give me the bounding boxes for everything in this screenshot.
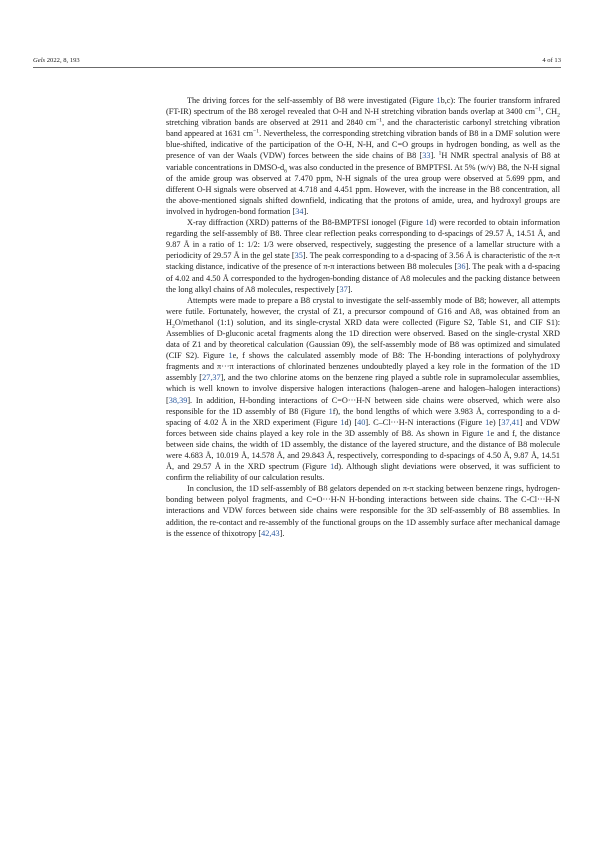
citation-link[interactable]: 42,43 xyxy=(261,528,280,538)
text-run: b,c): The fourier transform infrared (FT-IR) spectrum of the B8 xerogel revealed that O-H and N-H stretching vibration bands overlap at 3400 cm xyxy=(166,96,560,117)
text-run: ]. xyxy=(347,284,353,294)
body-paragraph xyxy=(166,95,560,217)
subscript: 6 xyxy=(284,168,287,175)
text-run: ]. C–Cl···H-N interactions (Figure xyxy=(365,417,486,427)
body-paragraph xyxy=(166,483,560,538)
text-run: stretching vibration bands are observed at 2911 and 2840 cm xyxy=(166,118,377,128)
text-run: X-ray diffraction (XRD) patterns of the B8-BMPTFSI ionogel (Figure xyxy=(187,218,426,228)
text-run: ]. The peak corresponding to a d-spacing of 3.56 Å is characteristic of the π-π stacking distance, indicative of the presence of π-π interactions between B8 molecules [ xyxy=(166,251,560,272)
citation-link[interactable]: 36 xyxy=(457,262,466,272)
text-run: ] and VDW forces between side chains played a key role in the 3D assembly of B8. As shown in Figure xyxy=(166,417,560,438)
subscript: 2 xyxy=(557,112,560,119)
citation-link[interactable]: 37,41 xyxy=(501,417,520,427)
running-header xyxy=(33,56,561,66)
text-run: . Nevertheless, the corresponding stretching vibration bands of B8 in a DMF solution were blue-shifted, indicative of the participation of the O-H, N-H, and C=O groups in hydrogen bonding, as well as the presence of van der Waals (VDW) forces between the side chains of B8 [ xyxy=(166,129,560,161)
header-divider xyxy=(33,67,561,68)
text-run: The driving forces for the self-assembly of B8 were investigated (Figure xyxy=(187,96,437,105)
citation-link[interactable]: 1 xyxy=(485,417,490,427)
superscript: −1 xyxy=(376,117,383,124)
text-run: e and f, the distance between side chains, the width of 1D assembly, the distance of the layered structure, and the distance of B8 molecule were 4.683 Å, 10.019 Å, 14.578 Å, and 29.843 Å, respectively, corresponding to d-spacings of 4.50 Å, 9.87 Å, 14.51 Å, and 29.57 Å in the XRD spectrum (Figure xyxy=(166,428,560,472)
text-run: was also conducted in the presence of BMPTFSI. At 5% (w/v) B8, the N-H signal of the amide group was observed at 7.470 ppm, N-H signals of the urea group were observed at 5.699 ppm, and different O-H signals were observed at 4.718 and 4.451 ppm. However, with the increase in the B8 concentration, all the above-mentioned signals shifted downfield, indicating that the protons of amide, urea, and hydroxyl groups are involved in hydrogen-bond formation [ xyxy=(166,162,560,216)
citation-link[interactable]: 1 xyxy=(228,351,233,361)
body-paragraph xyxy=(166,217,560,295)
journal-year-volume: 2022, 8, 193 xyxy=(46,57,80,64)
citation-link[interactable]: 35 xyxy=(294,251,303,261)
text-run: ]. In addition, H-bonding interactions of C=O···H-N between side chains were observed, which were also responsible for the 1D assembly of B8 (Figure xyxy=(166,395,560,416)
text-run: , and the characteristic carbonyl stretching vibration band appeared at 1631 cm xyxy=(166,118,560,139)
article-body xyxy=(166,95,560,539)
text-run: In conclusion, the 1D self-assembly of B8 gelators depended on π-π stacking between benzene rings, hydrogen-bonding between polyol fragments, and C=O···H-N H-bonding interactions between side chains. The C-Cl···H-N interactions and VDW forces between side chains were responsible for the 3D self-assembly of B8 assemblies. In addition, the re-contact and re-assembly of the functional groups on the 1D assembly surface after mechanical damage is the essence of thixotropy [ xyxy=(166,484,560,538)
superscript: −1 xyxy=(253,128,260,135)
citation-link[interactable]: 1 xyxy=(425,218,430,228)
text-run: e) [ xyxy=(489,417,502,427)
text-run: ]. xyxy=(430,151,439,161)
text-run: d). Although slight deviations were observed, it was sufficient to confirm the reliability of our calculation results. xyxy=(166,462,560,483)
journal-citation xyxy=(33,56,80,66)
citation-link[interactable]: 40 xyxy=(357,417,366,427)
text-run: H NMR spectral analysis of B8 at variable concentrations in DMSO-d xyxy=(166,151,560,172)
citation-link[interactable]: 37 xyxy=(339,284,348,294)
body-paragraph xyxy=(166,295,560,484)
citation-link[interactable]: 34 xyxy=(295,206,304,216)
citation-link[interactable]: 1 xyxy=(486,428,491,438)
text-run: d) were recorded to obtain information regarding the self-assembly of B8. Three clear reflection peaks corresponding to d-spacings of 29.57 Å, 14.51 Å, and 9.87 Å in a ratio of 1: 1/2: 1/3 were observed, respectively, suggesting the presence of a lamellar structure with a periodicity of 29.57 Å in the gel state [ xyxy=(166,218,560,261)
citation-link[interactable]: 1 xyxy=(328,406,333,416)
text-run: f), the bond lengths of which were 3.983 Å, corresponding to a d-spacing of 4.02 Å in the XRD experiment (Figure xyxy=(166,406,560,427)
page-number: 4 of 13 xyxy=(542,57,561,64)
citation-link[interactable]: 33 xyxy=(422,151,431,161)
text-run: ]. xyxy=(303,206,309,216)
text-run: O/methanol (1:1) solution, and its single-crystal XRD data were collected (Figure S2, Table S1, and CIF S1): Assemblies of D-gluconic acetal fragments along the 1D direction were observed. Based on the single-crystal XRD data of Z1 and by theoretical calculation (Gaussian 09), the self-assembly mode of B8 was optimized and simulated (CIF S2). Figure xyxy=(166,317,560,361)
citation-link[interactable]: 38,39 xyxy=(168,395,188,405)
text-run: d) [ xyxy=(344,417,358,427)
text-run: , CH xyxy=(541,107,558,117)
citation-link[interactable]: 27,37 xyxy=(202,373,221,383)
citation-link[interactable]: 1 xyxy=(330,462,335,472)
text-run: Attempts were made to prepare a B8 crystal to investigate the self-assembly mode of B8; however, all attempts were futile. Fortunately, however, the crystal of Z1, a precursor compound of G16 and A8, was obtained from an H xyxy=(166,295,560,327)
journal-name: Gels xyxy=(33,57,46,64)
subscript: 2 xyxy=(171,323,175,330)
superscript: 1 xyxy=(438,150,442,157)
text-run: ]. xyxy=(279,528,285,538)
text-run: e, f shows the calculated assembly mode of B8: The H-bonding interactions of polyhydroxy fragments and π···π interactions of chlorinated benzenes undoubtedly played a key role in the formation of the 1D assembly [ xyxy=(166,351,560,383)
superscript: −1 xyxy=(535,106,542,113)
citation-link[interactable]: 1 xyxy=(340,417,345,427)
citation-link[interactable]: 1 xyxy=(436,96,441,105)
text-run: ], and the two chlorine atoms on the benzene ring played a subtle role in supramolecular assemblies, which is well known to involve dispersive halogen interactions (halogen–arene and halogen–halogen interactions) [ xyxy=(166,373,560,405)
text-run: ]. The peak with a d-spacing of 4.02 and 4.50 Å corresponded to the hydrogen-bonding distance of A8 molecules and the packing distance between the long alkyl chains of A8 molecules, respectively [ xyxy=(166,262,560,294)
